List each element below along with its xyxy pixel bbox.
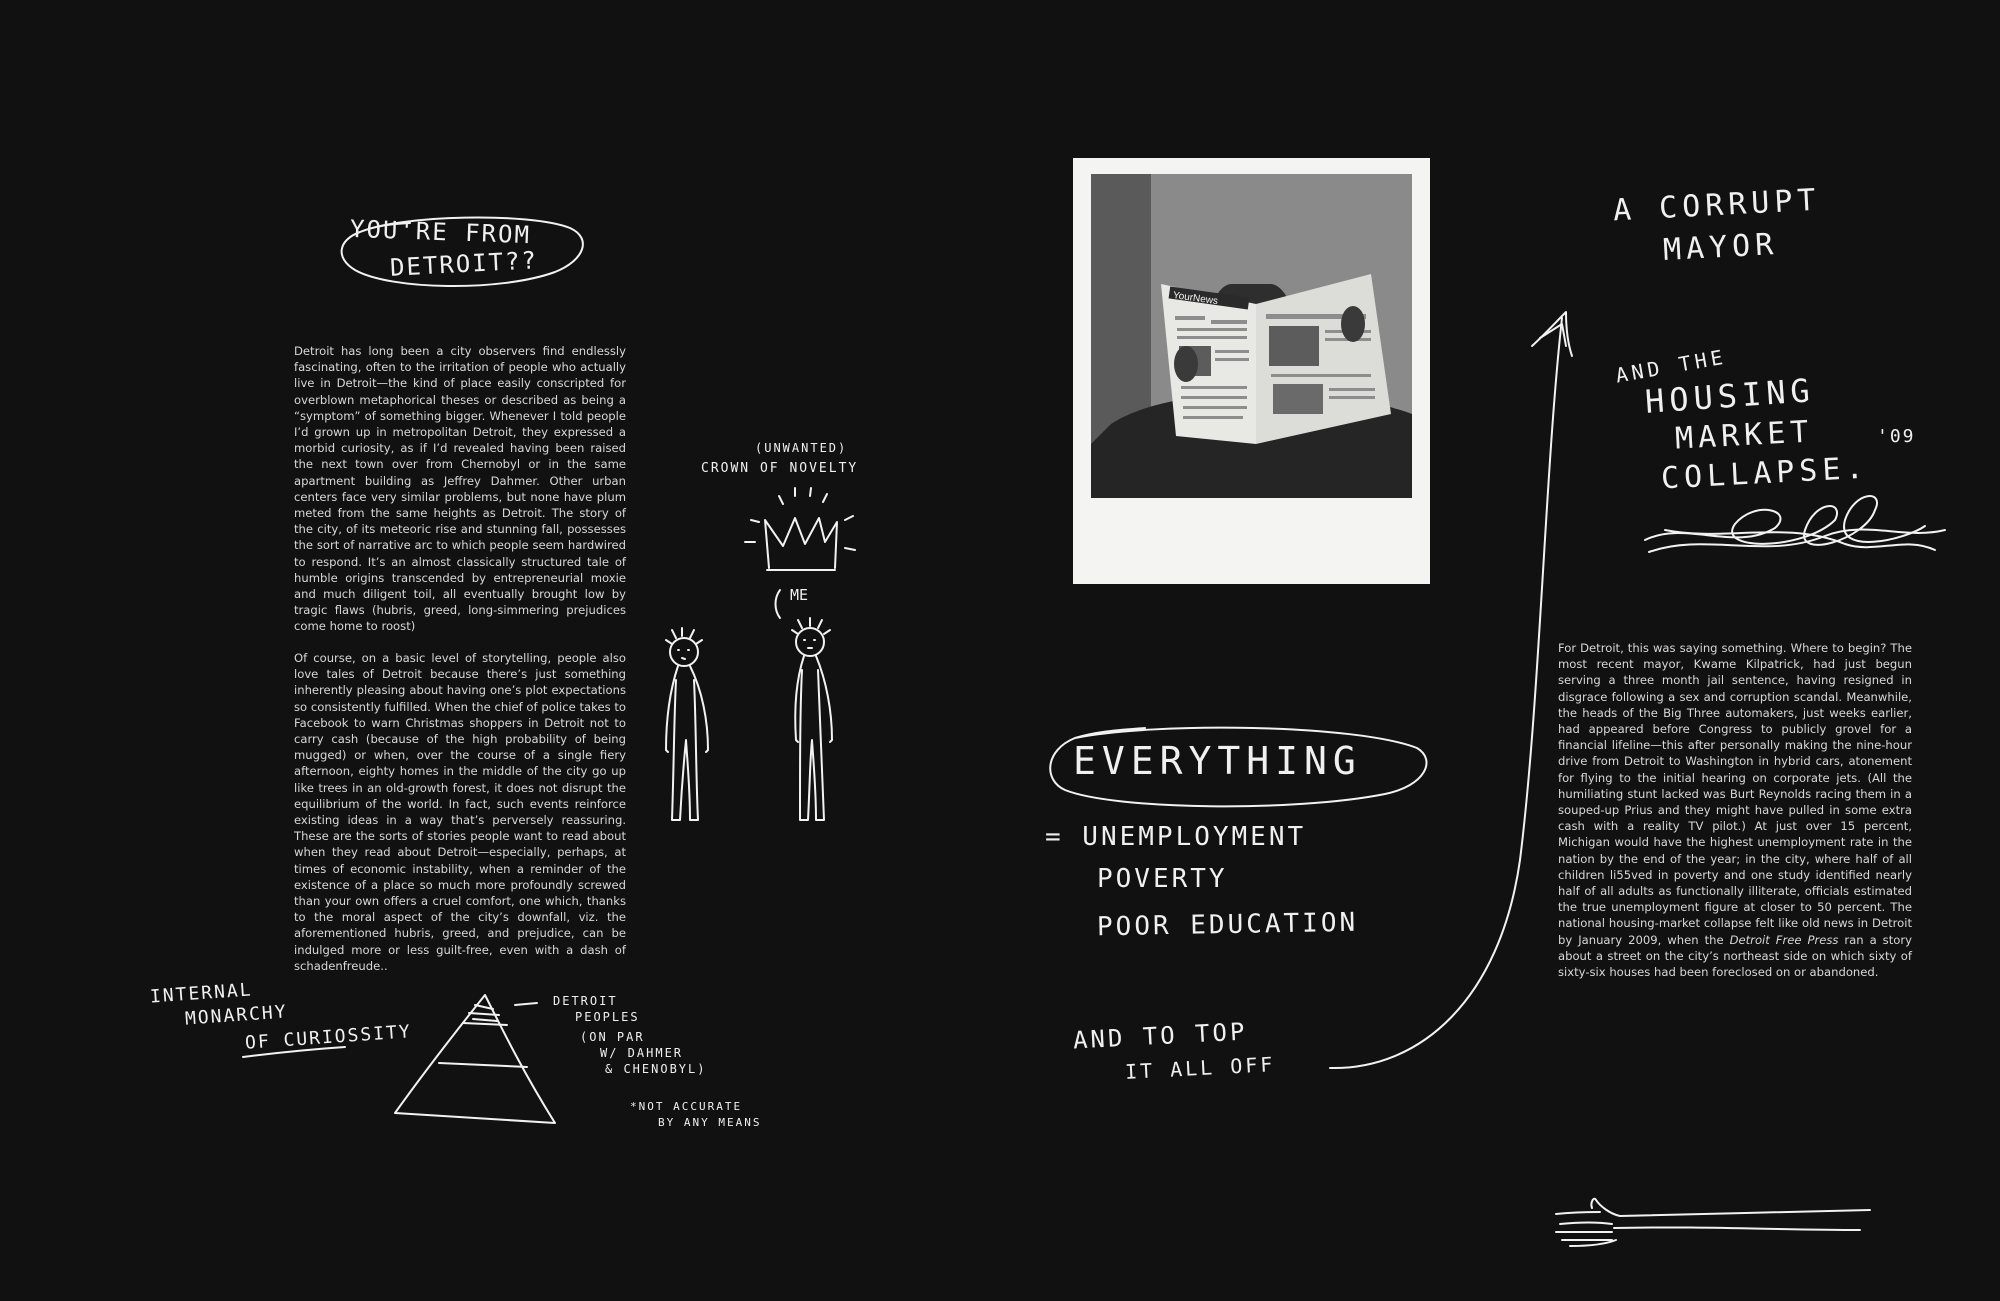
right-note-line4: HOUSING	[1643, 371, 1816, 421]
pyramid-side-line3: (ON PAR	[580, 1030, 645, 1044]
pyramid-title-line1: INTERNAL	[149, 979, 254, 1008]
right-note-year: '09	[1877, 426, 1916, 447]
right-note-line1: A CORRUPT	[1612, 182, 1822, 229]
pyramid-side-line4: W/ DAHMER	[600, 1046, 684, 1060]
everything-item1: = UNEMPLOYMENT	[1045, 822, 1307, 852]
right-note-line5: MARKET	[1674, 414, 1815, 457]
pyramid-footnote-line2: BY ANY MEANS	[658, 1116, 762, 1129]
crown-note-line2: CROWN OF NOVELTY	[701, 461, 859, 476]
column2-italic: Detroit Free Press	[1729, 932, 1839, 947]
me-label: ME	[790, 586, 809, 604]
everything-closer-line1: AND TO TOP	[1072, 1017, 1249, 1055]
column2-text-after: ran a story about a street on the city’s northeast side on which sixty of sixty-six houses had been foreclosed on or abandoned.	[1558, 932, 1912, 980]
pyramid-side-line1: DETROIT	[553, 994, 618, 1008]
column1-paragraph2: Of course, on a basic level of storytelling, people also love tales of Detroit because there’s just something inherently pleasing about having one’s plot expectations so consistently fulfilled. When the chief of police takes to Facebook to warn Christmas shoppers in Detroit not to carry cash (because of the high probability of being mugged) or when, over the course of a single fiery afternoon, eighty homes in the middle of the city go up like trees in an old-growth forest, it does not disrupt the equilibrium of the world. In fact, such events reinforce existing ideas in a way that’s perversely reassuring. These are the sorts of stories people want to read about when they read about Detroit—especially, perhaps, at times of economic instability, when a reminder of the existence of a place so much more profoundly screwed than your own offers a cruel comfort, one which, thanks to the moral aspect of the city’s downfall, viz. the aforementioned hubris, greed, and prejudice, can be indulged more or less guilt-free, even with a dash of schadenfreude..	[294, 651, 626, 973]
newspaper-masthead: YourNews	[1172, 290, 1219, 308]
everything-closer-line2: IT ALL OFF	[1124, 1052, 1276, 1084]
headline-line2: DETROIT??	[389, 246, 539, 282]
right-note-line3: AND THE	[1613, 344, 1729, 388]
pyramid-title-line2: MONARCHY	[184, 1001, 289, 1030]
everything-item3: POOR EDUCATION	[1096, 907, 1359, 943]
right-note-line6: COLLAPSE.	[1660, 450, 1870, 497]
pyramid-title-line3: OF CURIOSSITY	[244, 1021, 413, 1054]
pyramid-side-line2: PEOPLES	[575, 1010, 640, 1024]
column2-text-before: For Detroit, this was saying something. Where to begin? The most recent mayor, Kwame Kilpatrick, had just begun serving a three month jail sentence, having resigned in disgrace following a sex and corruption scandal. Meanwhile, the heads of the Big Three automakers, just weeks earlier, had appeared before Congress to publicly grovel for a financial lifeline—this after personally making the nine-hour drive from Detroit to Washington in hybrid cars, atonement for flying to the initial hearing on corporate jets. (All the humiliating stunt lacked was Burt Reynolds racing them in a souped-up Prius and they might have pulled in some extra cash with a reality TV pilot.) At just over 15 percent, Michigan would have the highest unemployment rate in the nation by the end of the year; in the city, where half of all children li55ved in poverty and one study identified nearly half of all adults as functionally illiterate, officials estimated the true unemployment figure at closer to 50 percent. The national housing-market collapse felt like old news in Detroit by January 2009, when the	[1558, 641, 1912, 947]
right-note-line2: MAYOR	[1662, 227, 1780, 268]
crown-note-line1: (UNWANTED)	[755, 441, 848, 455]
column1-paragraph1: Detroit has long been a city observers find endlessly fascinating, often to the irritation of people who actually live in Detroit—the kind of place easily conscripted for overblown metaphorical theses or described as being a “symptom” of something bigger. Whenever I told people I’d grown up in metropolitan Detroit, they expressed a morbid curiosity, as if I’d revealed having been raised the next town over from Chernobyl or in the same apartment building as Jeffrey Dahmer. Other urban centers face very similar problems, but none have plum meted from the same heights as Detroit. The story of the city, of its meteoric rise and stunning fall, possesses the sort of narrative arc to which people seem hardwired to respond. It’s an almost classically structured tale of humble origins transcended by entrepreneurial moxie and much diligent toil, all eventually brought low by tragic flaws (hubris, greed, long-simmering prejudices come home to roost)	[294, 344, 626, 634]
pyramid-footnote-line1: *NOT ACCURATE	[630, 1100, 743, 1113]
pyramid-side-line5: & CHENOBYL)	[605, 1062, 707, 1076]
everything-title: EVERYTHING	[1073, 739, 1362, 783]
everything-item2: POVERTY	[1097, 864, 1228, 894]
headline-line1: YOU'RE FROM	[349, 214, 532, 250]
